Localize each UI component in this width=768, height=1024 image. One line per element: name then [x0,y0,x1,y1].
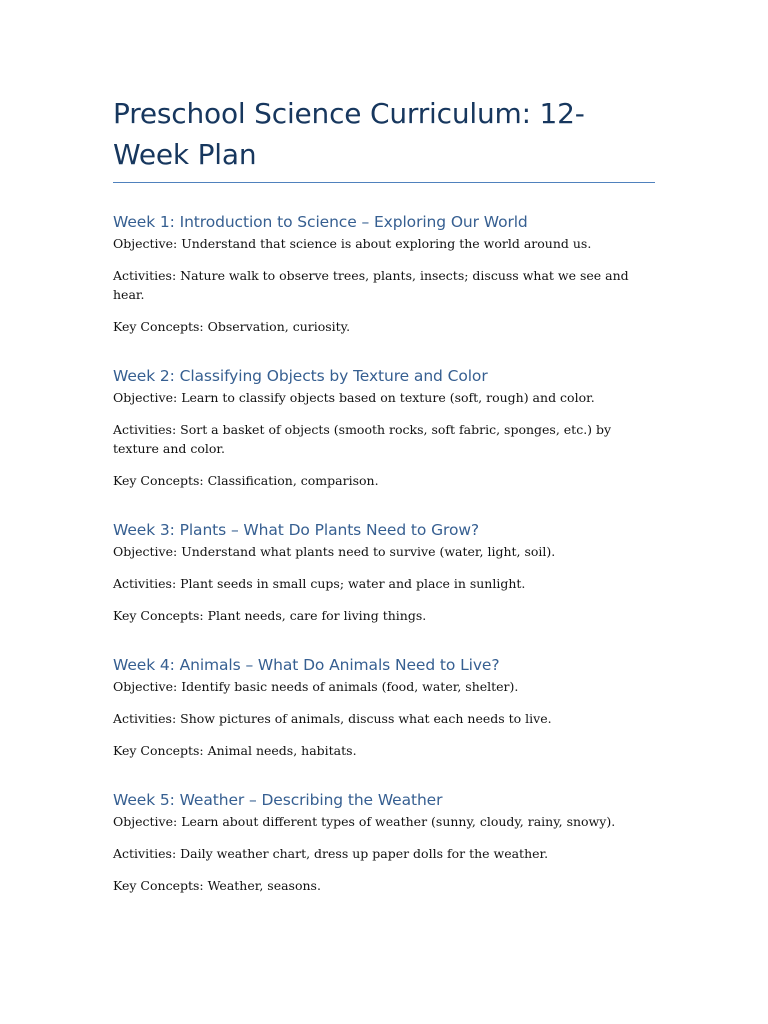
week-3-heading: Week 3: Plants – What Do Plants Need to Grow? [113,521,480,539]
week-2-section [113,365,655,490]
week-4-activities: Activities: Show pictures of animals, discuss what each needs to live. [113,711,552,726]
week-4-heading: Week 4: Animals – What Do Animals Need to Live? [113,656,500,674]
week-5-section [113,789,655,895]
week-1-section [113,211,655,336]
week-5-heading: Week 5: Weather – Describing the Weather [113,791,443,809]
week-1-key-concepts: Key Concepts: Observation, curiosity. [113,319,351,334]
week-4-key-concepts: Key Concepts: Animal needs, habitats. [113,743,357,758]
week-1-heading: Week 1: Introduction to Science – Exploring Our World [113,213,528,231]
week-3-section [113,519,655,625]
week-3-key-concepts: Key Concepts: Plant needs, care for living things. [113,608,427,623]
week-2-activities: Activities: Sort a basket of objects (smooth rocks, soft fabric, sponges, etc.) by texture and color. [113,422,612,456]
week-2-heading: Week 2: Classifying Objects by Texture and Color [113,367,488,385]
week-2-key-concepts: Key Concepts: Classification, comparison. [113,473,379,488]
week-5-objective: Objective: Learn about different types of weather (sunny, cloudy, rainy, snowy). [113,814,616,829]
week-2-objective: Objective: Learn to classify objects based on texture (soft, rough) and color. [113,390,595,405]
week-5-activities: Activities: Daily weather chart, dress up paper dolls for the weather. [113,846,549,861]
week-4-section [113,654,655,760]
week-1-activities: Activities: Nature walk to observe trees, plants, insects; discuss what we see and hear. [113,268,629,302]
document-title: Preschool Science Curriculum: 12-Week Plan [113,97,585,171]
week-3-objective: Objective: Understand what plants need to survive (water, light, soil). [113,544,556,559]
week-3-activities: Activities: Plant seeds in small cups; water and place in sunlight. [113,576,526,591]
week-5-key-concepts: Key Concepts: Weather, seasons. [113,878,321,893]
week-1-objective: Objective: Understand that science is about exploring the world around us. [113,236,592,251]
document-page [113,93,655,895]
title-divider [113,182,655,183]
week-4-objective: Objective: Identify basic needs of animals (food, water, shelter). [113,679,519,694]
